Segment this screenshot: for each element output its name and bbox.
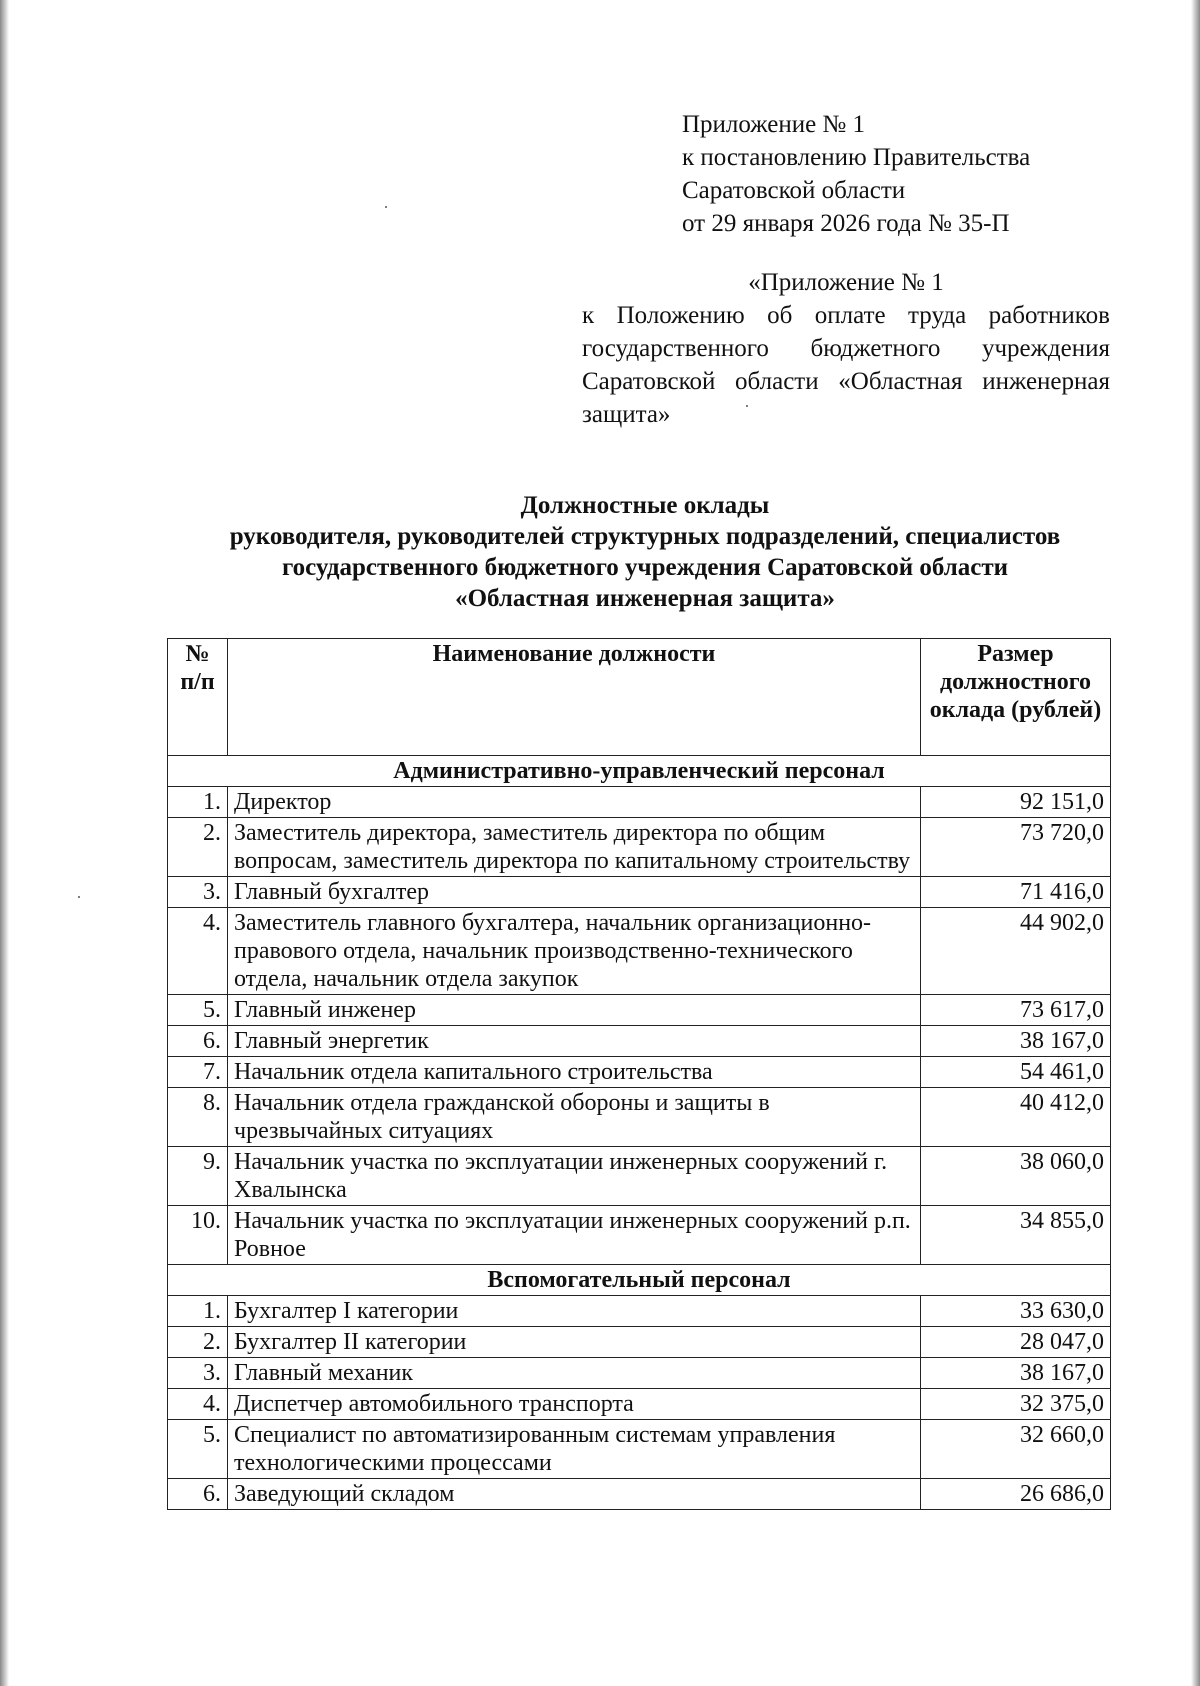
position-name: Главный бухгалтер <box>228 877 921 908</box>
table-row <box>168 1358 1111 1389</box>
salary-value: 28 047,0 <box>921 1327 1111 1358</box>
table-row <box>168 1026 1111 1057</box>
salary-value: 38 167,0 <box>921 1358 1111 1389</box>
appendix-header-line: к постановлению Правительства <box>682 144 1031 171</box>
document-title-line: государственного бюджетного учреждения Саратовской области <box>281 554 1009 581</box>
row-number: 3. <box>168 1358 228 1389</box>
salary-value: 34 855,0 <box>921 1206 1111 1265</box>
position-name: Директор <box>228 787 921 818</box>
section-row <box>168 756 1111 787</box>
scan-edge-left <box>0 0 9 1686</box>
salary-value: 38 060,0 <box>921 1147 1111 1206</box>
table-row <box>168 1057 1111 1088</box>
table-row <box>168 1327 1111 1358</box>
row-number: 4. <box>168 1389 228 1420</box>
position-name: Бухгалтер II категории <box>228 1327 921 1358</box>
position-name: Заместитель директора, заместитель директора по общим вопросам, заместитель директора по капитальному строительству <box>228 818 921 877</box>
row-number: 1. <box>168 787 228 818</box>
table-row <box>168 1420 1111 1479</box>
position-name: Главный энергетик <box>228 1026 921 1057</box>
position-name: Диспетчер автомобильного транспорта <box>228 1389 921 1420</box>
salary-value: 33 630,0 <box>921 1296 1111 1327</box>
position-name: Начальник отдела капитального строительства <box>228 1057 921 1088</box>
row-number: 1. <box>168 1296 228 1327</box>
column-header-salary: Размер должностного оклада (рублей) <box>921 639 1111 756</box>
position-name: Бухгалтер I категории <box>228 1296 921 1327</box>
document-title <box>60 490 1200 614</box>
position-name: Начальник отдела гражданской обороны и защиты в чрезвычайных ситуациях <box>228 1088 921 1147</box>
table-row <box>168 1206 1111 1265</box>
row-number: 6. <box>168 1479 228 1510</box>
position-name: Главный механик <box>228 1358 921 1389</box>
quoted-appendix-body: к Положению об оплате труда работников государственного бюджетного учреждения Саратовской области «Областная инженерная защита» <box>582 302 1110 428</box>
section-title: Вспомогательный персонал <box>168 1265 1111 1296</box>
salary-value: 44 902,0 <box>921 908 1111 995</box>
table-row <box>168 1389 1111 1420</box>
salary-value: 73 720,0 <box>921 818 1111 877</box>
row-number: 5. <box>168 1420 228 1479</box>
row-number: 4. <box>168 908 228 995</box>
document-title-line: руководителя, руководителей структурных подразделений, специалистов <box>229 523 1061 550</box>
table-row <box>168 877 1111 908</box>
table-row <box>168 787 1111 818</box>
row-number: 6. <box>168 1026 228 1057</box>
row-number: 2. <box>168 1327 228 1358</box>
salary-value: 26 686,0 <box>921 1479 1111 1510</box>
column-header-position: Наименование должности <box>228 639 921 756</box>
position-name: Начальник участка по эксплуатации инженерных сооружений р.п. Ровное <box>228 1206 921 1265</box>
table-row <box>168 1296 1111 1327</box>
table-row <box>168 995 1111 1026</box>
table-header-row <box>168 639 1111 756</box>
salary-value: 40 412,0 <box>921 1088 1111 1147</box>
position-name: Главный инженер <box>228 995 921 1026</box>
salary-table <box>167 638 1111 1510</box>
salary-table-body <box>168 756 1111 1510</box>
row-number: 8. <box>168 1088 228 1147</box>
salary-value: 73 617,0 <box>921 995 1111 1026</box>
section-row <box>168 1265 1111 1296</box>
scan-speck <box>78 896 80 898</box>
scan-speck <box>385 206 387 208</box>
row-number: 10. <box>168 1206 228 1265</box>
salary-value: 71 416,0 <box>921 877 1111 908</box>
appendix-header-line: от 29 января 2026 года № 35-П <box>682 210 1010 237</box>
table-row <box>168 818 1111 877</box>
table-row <box>168 1147 1111 1206</box>
appendix-header-line: Саратовской области <box>682 177 906 204</box>
position-name: Заведующий складом <box>228 1479 921 1510</box>
salary-value: 32 660,0 <box>921 1420 1111 1479</box>
row-number: 3. <box>168 877 228 908</box>
salary-value: 92 151,0 <box>921 787 1111 818</box>
row-number: 2. <box>168 818 228 877</box>
row-number: 7. <box>168 1057 228 1088</box>
table-row <box>168 1479 1111 1510</box>
scan-edge-right <box>1191 0 1200 1686</box>
document-title-line: Должностные оклады <box>520 492 770 519</box>
column-header-number: № п/п <box>168 639 228 756</box>
table-row <box>168 1088 1111 1147</box>
table-row <box>168 908 1111 995</box>
salary-value: 32 375,0 <box>921 1389 1111 1420</box>
row-number: 9. <box>168 1147 228 1206</box>
position-name: Начальник участка по эксплуатации инженерных сооружений г. Хвалынска <box>228 1147 921 1206</box>
quoted-appendix-title: «Приложение № 1 <box>748 269 944 296</box>
appendix-header <box>682 108 1030 240</box>
section-title: Административно-управленческий персонал <box>168 756 1111 787</box>
position-name: Специалист по автоматизированным системам управления технологическими процессами <box>228 1420 921 1479</box>
salary-value: 54 461,0 <box>921 1057 1111 1088</box>
salary-value: 38 167,0 <box>921 1026 1111 1057</box>
document-title-line: «Областная инженерная защита» <box>455 585 835 612</box>
position-name: Заместитель главного бухгалтера, начальник организационно-правового отдела, начальник производственно-технического отдела, начальник отдела закупок <box>228 908 921 995</box>
row-number: 5. <box>168 995 228 1026</box>
appendix-header-line: Приложение № 1 <box>682 111 866 138</box>
